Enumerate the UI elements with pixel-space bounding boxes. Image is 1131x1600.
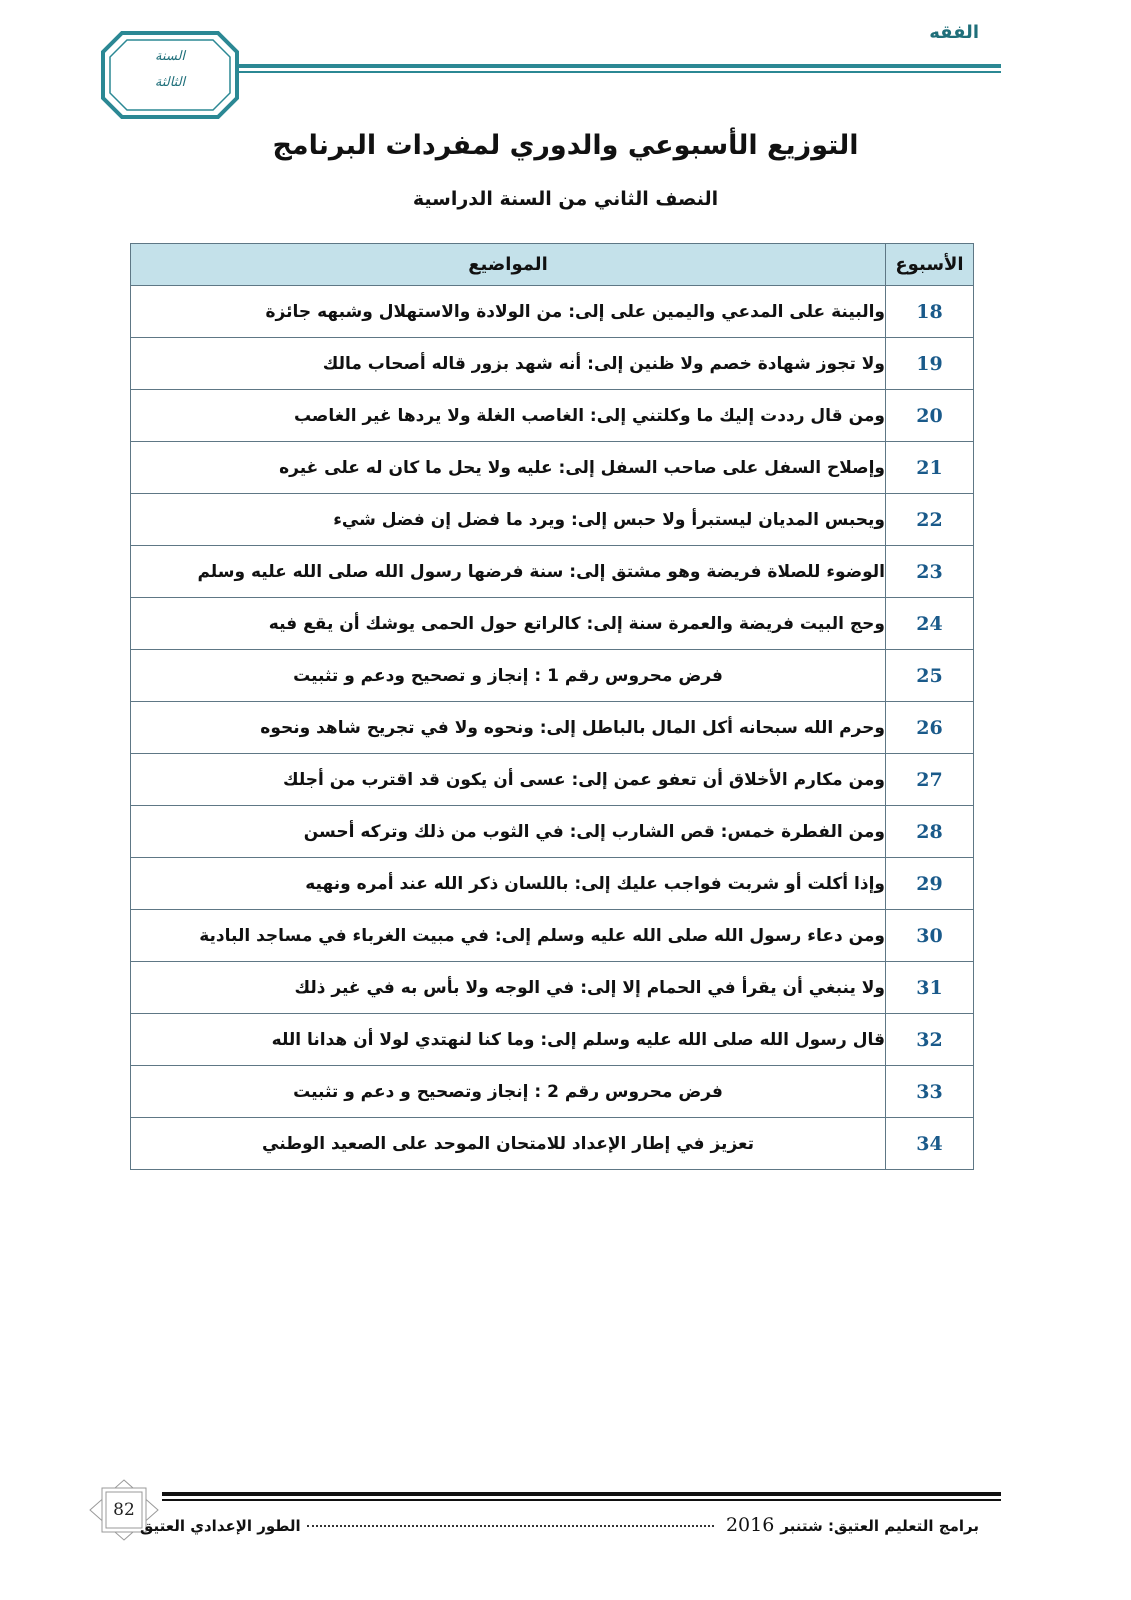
table-row bbox=[131, 598, 974, 650]
header-week: الأسبوع bbox=[886, 244, 974, 286]
week-number: 27 bbox=[886, 754, 974, 806]
week-number: 25 bbox=[886, 650, 974, 702]
week-number: 22 bbox=[886, 494, 974, 546]
table-row bbox=[131, 754, 974, 806]
header-topics: المواضيع bbox=[131, 244, 886, 286]
footer-dots bbox=[307, 1525, 714, 1527]
table-row bbox=[131, 962, 974, 1014]
week-number: 20 bbox=[886, 390, 974, 442]
table-row bbox=[131, 858, 974, 910]
week-number: 30 bbox=[886, 910, 974, 962]
table-row bbox=[131, 390, 974, 442]
footer-stage: الطور الإعدادي العتيق bbox=[140, 1517, 301, 1535]
topic-cell: وإصلاح السفل على صاحب السفل إلى: عليه ولا يحل ما كان له على غيره bbox=[131, 442, 886, 494]
topic-cell: ولا ينبغي أن يقرأ في الحمام إلا إلى: في الوجه ولا بأس به في غير ذلك bbox=[131, 962, 886, 1014]
topic-cell: وإذا أكلت أو شربت فواجب عليك إلى: باللسان ذكر الله عند أمره ونهيه bbox=[131, 858, 886, 910]
topic-cell: ومن قال رددت إليك ما وكلتني إلى: الغاصب الغلة ولا يردها غير الغاصب bbox=[131, 390, 886, 442]
week-number: 18 bbox=[886, 286, 974, 338]
page-subtitle: النصف الثاني من السنة الدراسية bbox=[412, 188, 719, 210]
topic-cell: ومن مكارم الأخلاق أن تعفو عمن إلى: عسى أن يكون قد اقترب من أجلك bbox=[131, 754, 886, 806]
table-row bbox=[131, 1118, 974, 1170]
topic-cell: وحج البيت فريضة والعمرة سنة إلى: كالراتع حول الحمى يوشك أن يقع فيه bbox=[131, 598, 886, 650]
week-number: 29 bbox=[886, 858, 974, 910]
footer-program: برامج التعليم العتيق: شتنبر bbox=[780, 1517, 979, 1535]
week-number: 28 bbox=[886, 806, 974, 858]
table-row bbox=[131, 494, 974, 546]
table-row bbox=[131, 910, 974, 962]
table-row bbox=[131, 286, 974, 338]
table-row bbox=[131, 338, 974, 390]
week-number: 32 bbox=[886, 1014, 974, 1066]
page-number: 82 bbox=[113, 1500, 135, 1520]
table-row bbox=[131, 442, 974, 494]
week-number: 21 bbox=[886, 442, 974, 494]
week-number: 31 bbox=[886, 962, 974, 1014]
topic-cell: فرض محروس رقم 2 : إنجاز وتصحيح و دعم و تثبيت bbox=[131, 1066, 886, 1118]
subject-label: الفقه bbox=[929, 22, 979, 43]
topic-cell: ومن دعاء رسول الله صلى الله عليه وسلم إلى: في مبيت الغرباء في مساجد البادية bbox=[131, 910, 886, 962]
schedule-table bbox=[130, 243, 974, 1170]
table-row bbox=[131, 1014, 974, 1066]
topic-cell: وحرم الله سبحانه أكل المال بالباطل إلى: ونحوه ولا في تجريح شاهد ونحوه bbox=[131, 702, 886, 754]
topic-cell: ويحبس المديان ليستبرأ ولا حبس إلى: ويرد ما فضل إن فضل شيء bbox=[131, 494, 886, 546]
topic-cell: والبينة على المدعي واليمين على إلى: من الولادة والاستهلال وشبهه جائزة bbox=[131, 286, 886, 338]
week-number: 26 bbox=[886, 702, 974, 754]
table-row bbox=[131, 702, 974, 754]
footer bbox=[140, 1514, 979, 1536]
year-badge bbox=[100, 44, 240, 96]
topic-cell: فرض محروس رقم 1 : إنجاز و تصحيح ودعم و تثبيت bbox=[131, 650, 886, 702]
week-number: 24 bbox=[886, 598, 974, 650]
header-rule bbox=[230, 64, 1001, 74]
table-row bbox=[131, 650, 974, 702]
topic-cell: قال رسول الله صلى الله عليه وسلم إلى: وما كنا لنهتدي لولا أن هدانا الله bbox=[131, 1014, 886, 1066]
topic-cell: ولا تجوز شهادة خصم ولا ظنين إلى: أنه شهد بزور قاله أصحاب مالك bbox=[131, 338, 886, 390]
week-number: 19 bbox=[886, 338, 974, 390]
page-title: التوزيع الأسبوعي والدوري لمفردات البرنامج bbox=[272, 130, 859, 161]
footer-year: 2016 bbox=[725, 1514, 775, 1536]
table-header-row bbox=[131, 244, 974, 286]
table-row bbox=[131, 546, 974, 598]
badge-line-2: الثالثة bbox=[154, 75, 186, 90]
table-row bbox=[131, 1066, 974, 1118]
week-number: 33 bbox=[886, 1066, 974, 1118]
topic-cell: ومن الفطرة خمس: قص الشارب إلى: في الثوب من ذلك وتركه أحسن bbox=[131, 806, 886, 858]
footer-rule bbox=[162, 1492, 1001, 1501]
topic-cell: تعزيز في إطار الإعداد للامتحان الموحد على الصعيد الوطني bbox=[131, 1118, 886, 1170]
table-row bbox=[131, 806, 974, 858]
week-number: 23 bbox=[886, 546, 974, 598]
badge-line-1: السنة bbox=[154, 49, 186, 64]
topic-cell: الوضوء للصلاة فريضة وهو مشتق إلى: سنة فرضها رسول الله صلى الله عليه وسلم bbox=[131, 546, 886, 598]
week-number: 34 bbox=[886, 1118, 974, 1170]
